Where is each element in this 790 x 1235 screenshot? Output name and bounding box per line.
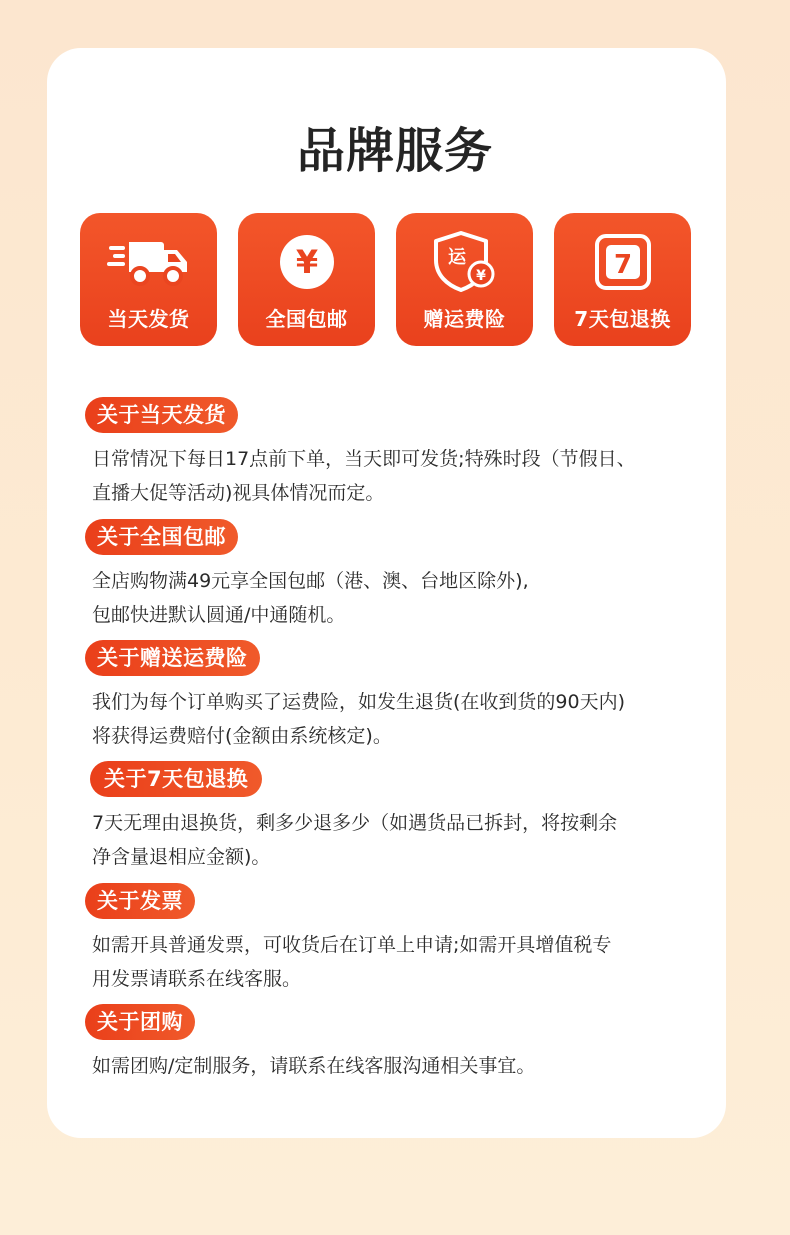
section-heading-same-day-delivery: 关于当天发货 (85, 397, 238, 433)
delivery-truck-icon (80, 227, 217, 297)
service-label: 7天包退换 (574, 307, 671, 331)
section-text-group-purchase: 如需团购/定制服务，请联系在线客服沟通相关事宜。 (92, 1055, 536, 1077)
insurance-char: 运 (447, 247, 466, 268)
service-same-day-delivery (80, 213, 217, 346)
service-badges (80, 213, 692, 346)
section-text-shipping-insurance: 我们为每个订单购买了运费险，如发生退货(在收到货的90天内) 将获得运费赔付(金额由系统核定)。 (92, 691, 626, 747)
section-heading-group-purchase: 关于团购 (85, 1004, 195, 1040)
seven-digit: 7 (613, 250, 632, 280)
yuan-symbol: ¥ (475, 268, 486, 284)
section-text-seven-day-return: 7天无理由退换货，剩多少退多少（如遇货品已拆封，将按剩余 净含量退相应金额)。 (92, 812, 618, 868)
service-seven-day-return (554, 213, 691, 346)
service-shipping-insurance (396, 213, 533, 346)
section-text-same-day-delivery: 日常情况下每日17点前下单，当天即可发货;特殊时段（节假日、 直播大促等活动)视具体情况而定。 (92, 448, 636, 504)
shipping-insurance-shield-icon (396, 227, 533, 297)
section-text-free-shipping: 全店购物满49元享全国包邮（港、澳、台地区除外), 包邮快进默认圆通/中通随机。 (92, 570, 529, 626)
service-label: 当天发货 (107, 307, 190, 331)
section-text-invoice: 如需开具普通发票，可收货后在订单上申请;如需开具增值税专 用发票请联系在线客服。 (92, 934, 612, 990)
service-free-shipping (238, 213, 375, 346)
page-title: 品牌服务 (296, 123, 493, 179)
section-heading-shipping-insurance: 关于赠送运费险 (85, 640, 260, 676)
section-heading-free-shipping: 关于全国包邮 (85, 519, 238, 555)
yuan-coin-icon (238, 227, 375, 297)
section-heading-seven-day-return: 关于7天包退换 (90, 761, 262, 797)
section-heading-invoice: 关于发票 (85, 883, 195, 919)
service-label: 赠运费险 (423, 307, 506, 331)
yuan-symbol: ¥ (295, 243, 318, 281)
seven-day-return-badge-icon (554, 227, 691, 297)
service-label: 全国包邮 (265, 307, 348, 331)
